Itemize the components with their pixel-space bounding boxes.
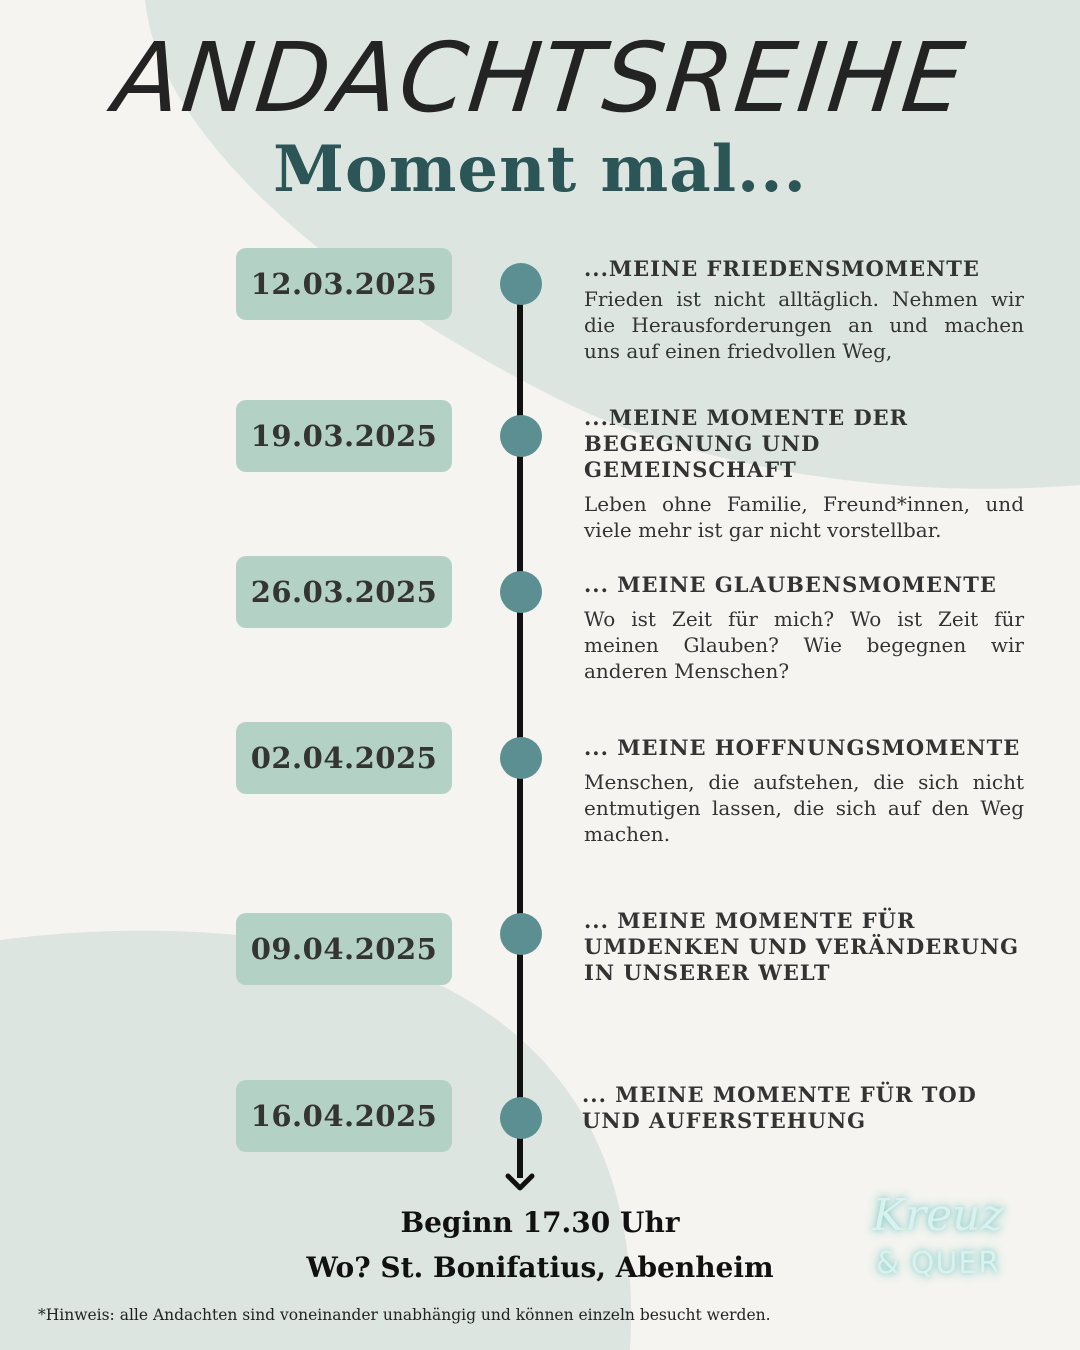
logo-script: Kreuz xyxy=(872,1190,1004,1241)
event-item xyxy=(584,908,1024,986)
event-item xyxy=(582,1082,1022,1134)
start-time: Beginn 17.30 Uhr xyxy=(400,1206,680,1239)
timeline-dot xyxy=(500,913,542,955)
event-item xyxy=(584,256,1024,364)
logo-text: & QUER xyxy=(875,1246,1001,1281)
event-heading: ... MEINE GLAUBENSMOMENTE xyxy=(584,572,997,597)
event-heading: ...MEINE MOMENTE DER BEGEGNUNG UND GEMEINSCHAFT xyxy=(584,405,909,482)
date-box: 09.04.2025 xyxy=(236,913,452,985)
timeline-dot xyxy=(500,263,542,305)
event-heading: ... MEINE MOMENTE FÜR TOD UND AUFERSTEHUNG xyxy=(582,1082,977,1133)
timeline-dot xyxy=(500,571,542,613)
date-box: 19.03.2025 xyxy=(236,400,452,472)
logo xyxy=(868,1188,1008,1308)
date-box: 16.04.2025 xyxy=(236,1080,452,1152)
event-item xyxy=(584,405,1024,543)
timeline-dot xyxy=(500,737,542,779)
event-text: Wo ist Zeit für mich? Wo ist Zeit für meinen Glauben? Wie begegnen wir anderen Menschen? xyxy=(584,607,1024,683)
event-text: Leben ohne Familie, Freund*innen, und viele mehr ist gar nicht vorstellbar. xyxy=(584,492,1024,542)
series-subtitle: Moment mal... xyxy=(273,132,807,207)
event-heading: ...MEINE FRIEDENSMOMENTE xyxy=(584,256,980,281)
event-item xyxy=(584,735,1024,847)
footnote: *Hinweis: alle Andachten sind voneinander unabhängig und können einzeln besucht werden. xyxy=(38,1306,771,1324)
event-text: Frieden ist nicht alltäglich. Nehmen wir die Herausforderungen an und machen uns auf einen friedvollen Weg, xyxy=(584,287,1024,363)
event-heading: ... MEINE HOFFNUNGSMOMENTE xyxy=(584,735,1021,760)
event-item xyxy=(584,572,1024,684)
date-box: 26.03.2025 xyxy=(236,556,452,628)
timeline-dot xyxy=(500,415,542,457)
timeline-dot xyxy=(500,1097,542,1139)
event-text: Menschen, die aufstehen, die sich nicht entmutigen lassen, die sich auf den Weg machen. xyxy=(584,770,1024,846)
location: Wo? St. Bonifatius, Abenheim xyxy=(306,1251,774,1284)
series-title: ANDACHTSREIHE xyxy=(108,22,972,134)
date-box: 12.03.2025 xyxy=(236,248,452,320)
date-box: 02.04.2025 xyxy=(236,722,452,794)
arrow-down-icon xyxy=(504,1162,536,1194)
event-heading: ... MEINE MOMENTE FÜR UMDENKEN UND VERÄNDERUNG IN UNSERER WELT xyxy=(584,908,1020,985)
